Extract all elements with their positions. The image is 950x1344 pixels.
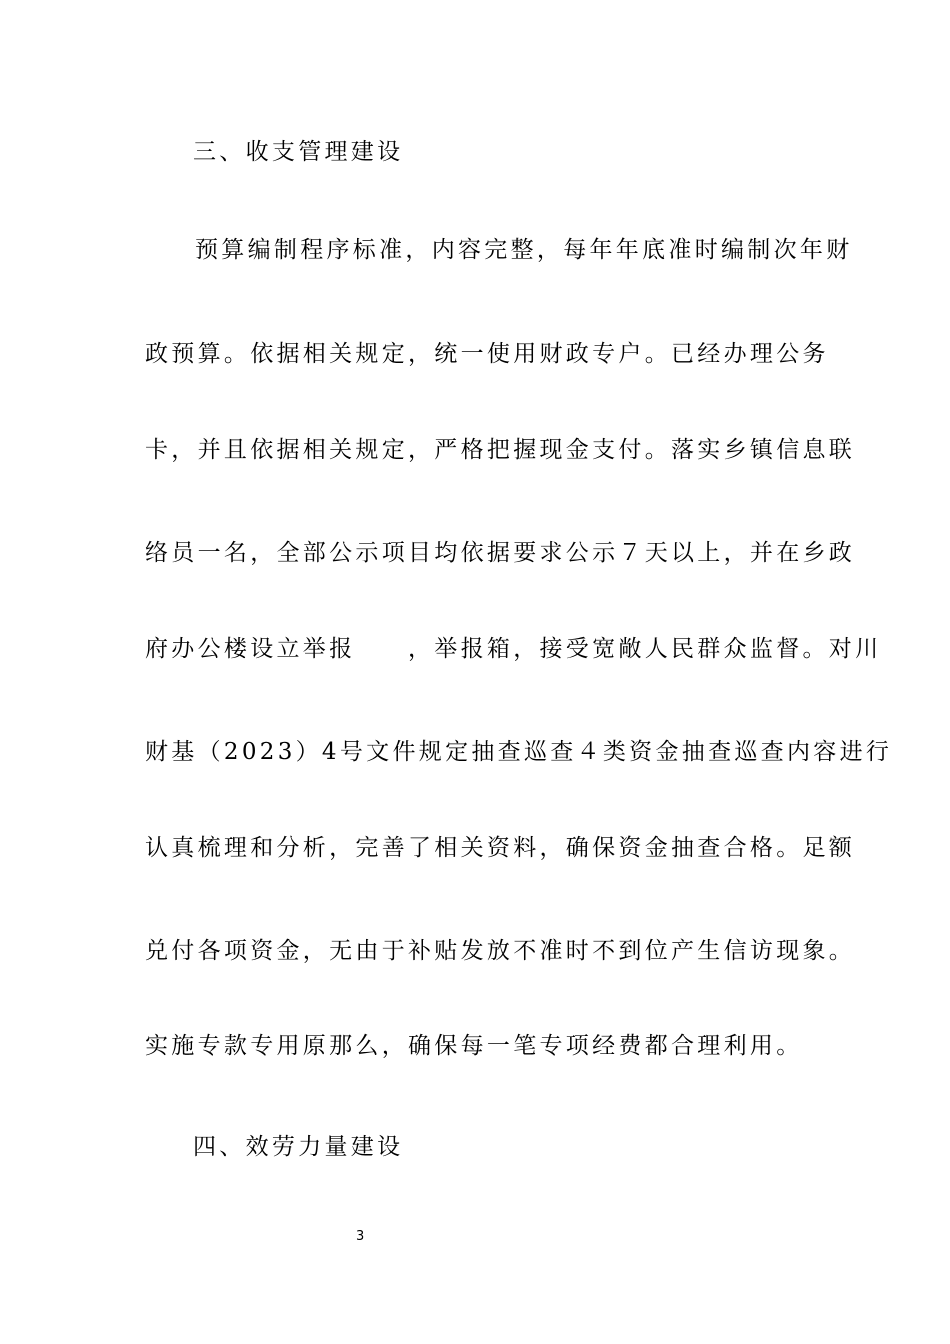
- section-heading-3: 三、收支管理建设: [193, 139, 404, 165]
- paragraph-line-2: 政预算。依据相关规定，统一使用财政专户。已经办理公务: [145, 341, 829, 367]
- paragraph-line-8: 兑付各项资金，无由于补贴发放不准时不到位产生信访现象。: [145, 938, 856, 964]
- section-heading-4: 四、效劳力量建设: [193, 1134, 404, 1160]
- paragraph-line-6: 财基（2023）4号文件规定抽查巡查４类资金抽查巡查内容进行: [145, 739, 893, 765]
- paragraph-line-4: 络员一名，全部公示项目均依据要求公示７天以上，并在乡政: [145, 540, 856, 566]
- page-number: 3: [356, 1229, 365, 1244]
- paragraph-line-3: 卡，并且依据相关规定，严格把握现金支付。落实乡镇信息联: [145, 437, 856, 463]
- paragraph-line-9: 实施专款专用原那么，确保每一笔专项经费都合理利用。: [145, 1033, 803, 1059]
- paragraph-line-1: 预算编制程序标准，内容完整，每年年底准时编制次年财: [195, 237, 853, 263]
- paragraph-line-5: 府办公楼设立举报 ，举报箱，接受宽敞人民群众监督。对川: [145, 636, 882, 662]
- paragraph-line-7: 认真梳理和分析，完善了相关资料，确保资金抽查合格。足额: [145, 835, 856, 861]
